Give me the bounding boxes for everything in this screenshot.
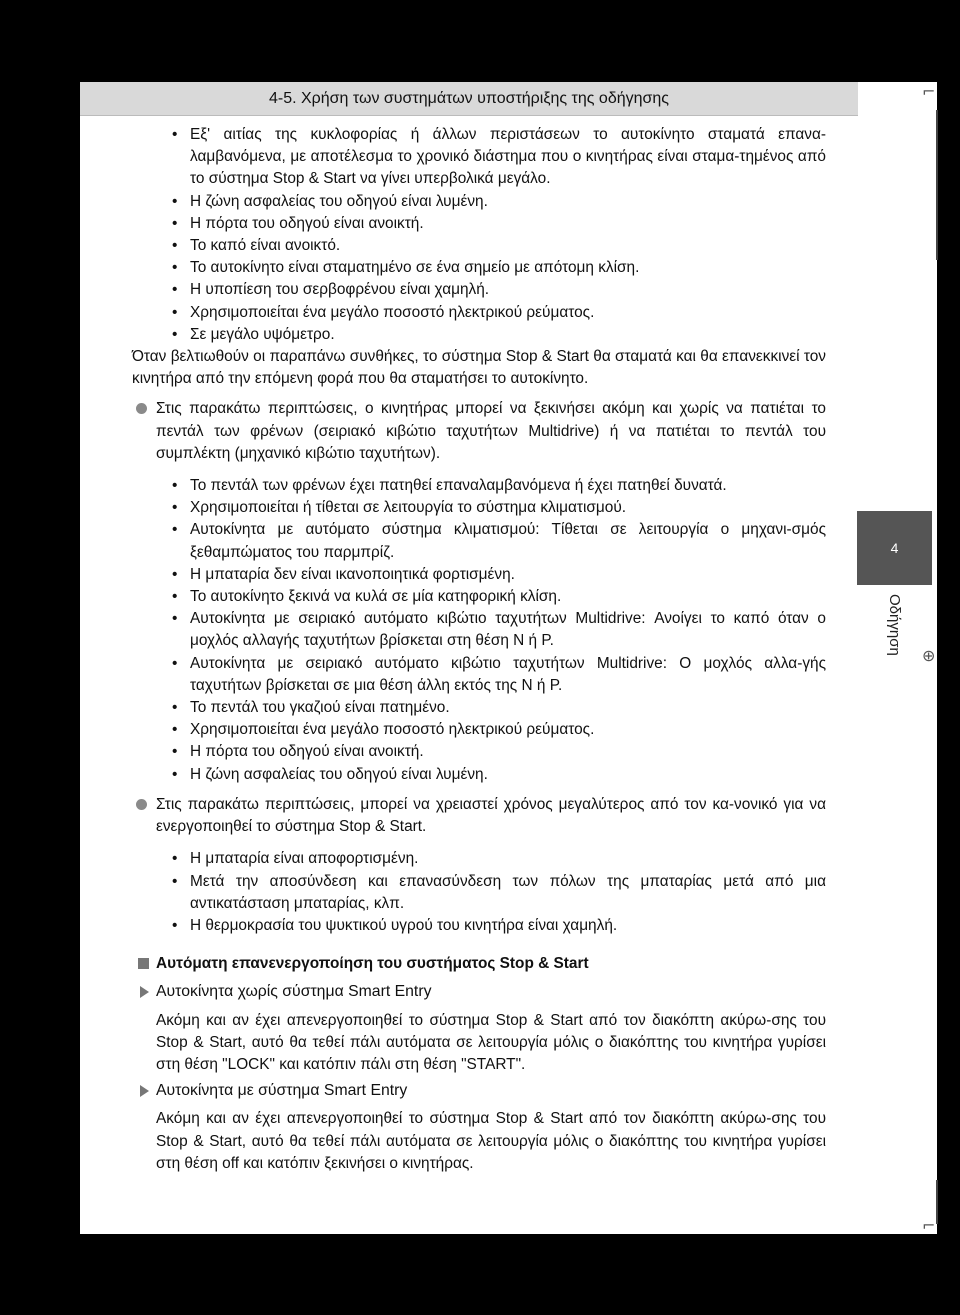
bullet-text: Χρησιμοποιείται ένα μεγάλο ποσοστό ηλεκτρικού ρεύματος. [190, 303, 595, 321]
bullet-item [132, 697, 826, 719]
bullet-text: Αυτοκίνητα με σειριακό αυτόματο κιβώτιο ταχυτήτων Multidrive: Ανοίγει το καπό όταν ο μοχλός αλλαγής ταχυτήτων βρίσκεται στη θέση N ή P. [190, 610, 826, 650]
bullet-text: Η θερμοκρασία του ψυκτικού υγρού του κινητήρα είναι χαμηλή. [190, 916, 618, 934]
bullet-text: Η πόρτα του οδηγού είναι ανοικτή. [190, 743, 424, 761]
bullet-dot-icon: • [172, 126, 178, 143]
bullet-item [132, 608, 826, 652]
dot-paragraph-delay [132, 794, 826, 838]
bullet-text: Η ζώνη ασφαλείας του οδηγού είναι λυμένη. [190, 192, 488, 210]
margin-rule-top [936, 110, 938, 260]
chapter-number: 4 [890, 540, 899, 556]
bullet-dot-icon: • [172, 237, 178, 255]
bullet-text: Η μπαταρία δεν είναι ικανοποιητικά φορτισμένη. [190, 565, 515, 583]
bullet-text: Χρησιμοποιείται ή τίθεται σε λειτουργία το σύστημα κλιματισμού. [190, 499, 627, 517]
bullet-list-a [132, 124, 826, 346]
bullet-dot-icon: • [172, 325, 178, 343]
bullet-item [132, 257, 826, 279]
bullet-text: Μετά την αποσύνδεση και επανασύνδεση των πόλων της μπαταρίας μετά από μια αντικατάσταση μπαταρίας, κλπ. [190, 872, 826, 912]
subheading-smart-entry-text: Αυτοκίνητα με σύστημα Smart Entry [156, 1082, 408, 1100]
bullet-text: Αυτοκίνητα με σειριακό αυτόματο κιβώτιο ταχυτήτων Multidrive: Ο μοχλός αλλα-γής ταχυτήτων βρίσκεται σε μια θέση άλλη εκτός της N ή P. [190, 654, 826, 694]
bullet-text: Σε μεγάλο υψόμετρο. [190, 325, 335, 343]
crop-mark-top-icon: ⌐ [922, 82, 936, 101]
bullet-item [132, 475, 826, 497]
bullet-item [132, 124, 826, 191]
bullet-dot-icon: • [172, 521, 178, 539]
dot-paragraph-delay-text: Στις παρακάτω περιπτώσεις, μπορεί να χρειαστεί χρόνος μεγαλύτερος από τον κα-νονικό για να ενεργοποιηθεί το σύστημα Stop & Start. [156, 795, 826, 836]
paragraph-smart-entry: Ακόμη και αν έχει απενεργοποιηθεί το σύστημα Stop & Start από τον διακόπτη ακύρω-σης του Stop & Start, αυτό θα τεθεί πάλι αυτόματα σε λειτουργία μόλις ο διακόπτης του κινητήρα γυρίσει στη θέση off και κατόπιν ξεκινήσει ο κινητήρας. [156, 1110, 826, 1172]
subheading-smart-entry [132, 1080, 826, 1102]
chapter-label-text: Οδήγηση [886, 594, 903, 656]
page-content [132, 124, 826, 1175]
chapter-label [857, 590, 932, 690]
bullet-item [132, 564, 826, 586]
bullet-item [132, 191, 826, 213]
dot-paragraph-restart-text: Στις παρακάτω περιπτώσεις, ο κινητήρας μπορεί να ξεκινήσει ακόμη και χωρίς να πατιέται το πεντάλ των φρένων (σειριακό κιβώτιο ταχυτήτων Multidrive) ή να πατιέται το πεντάλ του συμπλέκτη (μηχανικό κιβώτιο ταχυτήτων). [156, 400, 826, 462]
bullet-dot-icon: • [172, 610, 178, 628]
bullet-item [132, 741, 826, 763]
bullet-item [132, 302, 826, 324]
bullet-text: Το πεντάλ του γκαζιού είναι πατημένο. [190, 699, 450, 717]
square-bullet-icon [138, 958, 149, 969]
bullet-text: Αυτοκίνητα με αυτόματο σύστημα κλιματισμού: Τίθεται σε λειτουργία ο μηχανι-σμός ξεθαμπώματος του παρμπρίζ. [190, 521, 826, 561]
bullet-text: Η ζώνη ασφαλείας του οδηγού είναι λυμένη. [190, 765, 488, 783]
circle-bullet-icon [136, 799, 147, 810]
subheading-no-smart-entry [132, 981, 826, 1003]
dot-paragraph-restart [132, 398, 826, 465]
bullet-item [132, 519, 826, 563]
bullet-dot-icon: • [172, 721, 178, 739]
bullet-item [132, 235, 826, 257]
circle-bullet-icon [136, 403, 147, 414]
bullet-text: Η πόρτα του οδηγού είναι ανοικτή. [190, 214, 424, 232]
chapter-tab [857, 511, 932, 585]
triangle-bullet-icon [140, 986, 149, 998]
bullet-dot-icon: • [172, 743, 178, 761]
bullet-dot-icon: • [172, 765, 178, 783]
section-heading-text: Αυτόματη επανενεργοποίηση του συστήματος Stop & Start [156, 955, 589, 973]
bullet-text: Χρησιμοποιείται ένα μεγάλο ποσοστό ηλεκτρικού ρεύματος. [190, 721, 595, 739]
page-header [80, 82, 858, 116]
bullet-item [132, 764, 826, 786]
bullet-dot-icon: • [172, 699, 178, 717]
bullet-text: Το αυτοκίνητο είναι σταματημένο σε ένα σημείο με απότομη κλίση. [190, 259, 640, 277]
bullet-item [132, 848, 826, 870]
paragraph-conditions: Όταν βελτιωθούν οι παραπάνω συνθήκες, το σύστημα Stop & Start θα σταματά και θα επανεκκινεί τον κινητήρα από την επόμενη φορά που θα σταματήσει το αυτοκίνητο. [132, 348, 826, 388]
bullet-dot-icon: • [172, 872, 178, 890]
bullet-dot-icon: • [172, 281, 178, 299]
triangle-bullet-icon [140, 1085, 149, 1097]
bullet-dot-icon: • [172, 192, 178, 210]
bullet-list-b [132, 475, 826, 786]
bullet-text: Το πεντάλ των φρένων έχει πατηθεί επαναλαμβανόμενα ή έχει πατηθεί δυνατά. [190, 477, 727, 495]
bullet-text: Εξ' αιτίας της κυκλοφορίας ή άλλων περιστάσεων το αυτοκίνητο σταματά επανα-λαμβανόμενα, με αποτέλεσμα το χρονικό διάστημα που ο κινητήρας είναι σταμα-τημένος από το σύστημα Stop & Start να γίνει υπερβολικά μεγάλο. [190, 126, 826, 188]
bullet-dot-icon: • [172, 916, 178, 934]
bullet-item [132, 871, 826, 915]
bullet-text: Η υποπίεση του σερβοφρένου είναι χαμηλή. [190, 281, 490, 299]
bullet-dot-icon: • [172, 499, 178, 517]
bullet-dot-icon: • [172, 565, 178, 583]
section-heading [132, 953, 826, 975]
bullet-dot-icon: • [172, 214, 178, 232]
bullet-item [132, 586, 826, 608]
paragraph-no-smart-entry: Ακόμη και αν έχει απενεργοποιηθεί το σύστημα Stop & Start από τον διακόπτη ακύρω-σης του Stop & Start, αυτό θα τεθεί πάλι αυτόματα σε λειτουργία μόλις ο διακόπτης του κινητήρα γυρίσει στη θέση "LOCK" και κατόπιν πάλι στη θέση "START". [156, 1011, 826, 1073]
bullet-item [132, 915, 826, 937]
bullet-dot-icon: • [172, 477, 178, 495]
bullet-text: Το αυτοκίνητο ξεκινά να κυλά σε μία κατηφορική κλίση. [190, 588, 562, 606]
bullet-item [132, 279, 826, 301]
registration-mark-icon: ⊕ [922, 646, 936, 665]
subheading-no-smart-entry-text: Αυτοκίνητα χωρίς σύστημα Smart Entry [156, 983, 432, 1001]
bullet-dot-icon: • [172, 303, 178, 321]
bullet-item [132, 719, 826, 741]
header-title: 4-5. Χρήση των συστημάτων υποστήριξης της οδήγησης [268, 89, 670, 107]
bullet-text: Το καπό είναι ανοικτό. [190, 237, 341, 255]
bullet-item [132, 497, 826, 519]
margin-rule-bottom [936, 1180, 938, 1224]
bullet-list-c [132, 848, 826, 937]
bullet-dot-icon: • [172, 654, 178, 672]
bullet-item [132, 324, 826, 346]
bullet-dot-icon: • [172, 850, 178, 868]
crop-mark-bottom-icon: ⌐ [922, 1216, 936, 1235]
bullet-item [132, 213, 826, 235]
bullet-dot-icon: • [172, 588, 178, 606]
bullet-dot-icon: • [172, 259, 178, 277]
bullet-item [132, 653, 826, 697]
bullet-text: Η μπαταρία είναι αποφορτισμένη. [190, 850, 419, 868]
